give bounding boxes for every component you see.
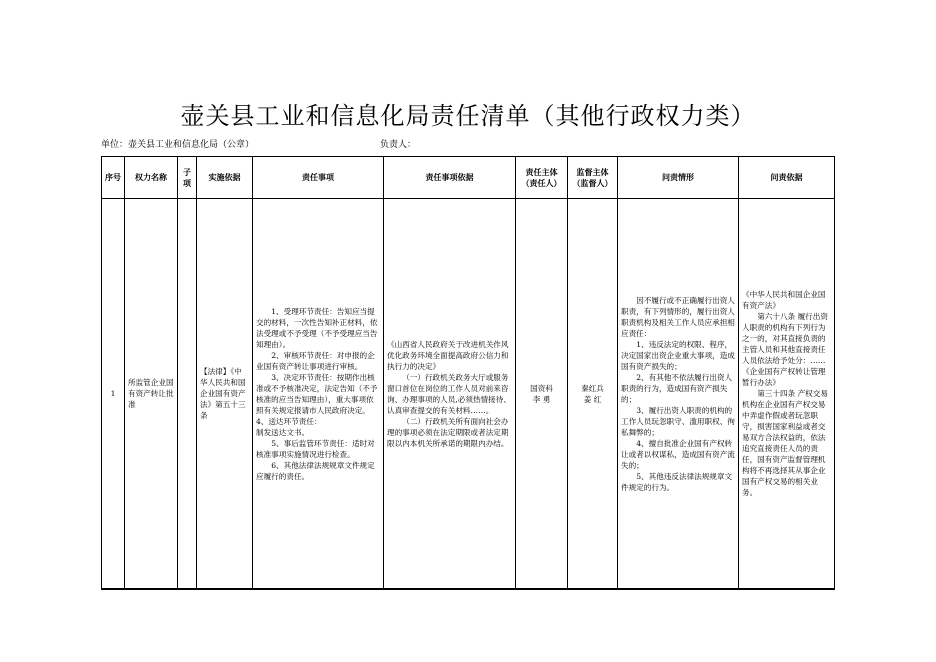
responsibility-line: 1、受理环节责任：告知应当提交的材料，一次性告知补正材料，依法受理或不予受理（不予受理应当告知理由）。 bbox=[256, 306, 378, 349]
accountability-case-line: 4、擅自批准企业国有产权转让或者以权谋私，造成国有资产流失的； bbox=[621, 438, 735, 470]
responsibility-table bbox=[101, 156, 835, 590]
cell-subject: 国资科 李 勇 bbox=[516, 199, 568, 590]
responsibility-line: 5、事后监管环节责任：适时对核准事项实施情况进行检查。 bbox=[256, 438, 375, 459]
table-row bbox=[102, 199, 835, 590]
header-subject: 责任主体（责任人） bbox=[516, 157, 568, 199]
header-sub-item: 子项 bbox=[178, 157, 197, 199]
cell-seq: 1 bbox=[102, 199, 125, 590]
cell-accountability-basis bbox=[739, 199, 835, 590]
cell-basis: 【法律】《中华人民共和国企业国有资产法》第五十三条 bbox=[197, 199, 253, 590]
header-accountability-basis: 问责依据 bbox=[739, 157, 835, 199]
accountability-case-line: 因不履行或不正确履行出资人职责，有下列情形的，履行出资人职责机构及相关工作人员应承担相应责任： bbox=[621, 295, 735, 338]
responsibility-line: 制发送达文书。 bbox=[256, 427, 310, 437]
header-supervisor: 监督主体（监督人） bbox=[568, 157, 618, 199]
accountability-case-line: 2、有其他不依法履行出资人职责的行为，造成国有资产损失的； bbox=[621, 372, 733, 404]
responsibility-basis-line: 《山西省人民政府关于改进机关作风优化政务环境全面提高政府公信力和执行力的决定》 bbox=[387, 339, 509, 371]
header-accountability-case: 问责情形 bbox=[618, 157, 739, 199]
header-basis: 实施依据 bbox=[197, 157, 253, 199]
responsibility-basis-line: （一）行政机关政务大厅或服务窗口首位在岗位的工作人员对前来咨询、办理事项的人员,必须热情接待、认真审查提交的有关材料……。 bbox=[387, 372, 511, 415]
accountability-case-line: 1、违反法定的权限、程序，决定国家出资企业重大事项，造成国有资产损失的； bbox=[621, 339, 735, 371]
header-responsibility: 责任事项 bbox=[253, 157, 384, 199]
document-title: 壶关县工业和信息化局责任清单（其他行政权力类） bbox=[180, 102, 756, 130]
cell-responsibility-basis bbox=[384, 199, 516, 590]
responsibility-line: 2、审核环节责任：对申报的企业国有资产转让事项进行审核。 bbox=[256, 350, 375, 371]
leader-label: 负责人： bbox=[380, 140, 417, 150]
accountability-basis-line: 《企业国有产权转让管理暂行办法》 bbox=[742, 367, 826, 387]
header-power-name: 权力名称 bbox=[125, 157, 178, 199]
header-responsibility-basis: 责任事项依据 bbox=[384, 157, 516, 199]
responsibility-line: 3、决定环节责任：按期作出核准或不予核准决定，法定告知（不予核准的应当告知理由），重大事项依照有关规定报请市人民政府决定。 4、送达环节责任： bbox=[256, 372, 378, 426]
cell-accountability-case bbox=[618, 199, 739, 590]
accountability-case-line: 3、履行出资人职责的机构的工作人员玩忽职守、滥用职权、徇私舞弊的； bbox=[621, 405, 735, 437]
accountability-basis-line: 《中华人民共和国企业国有资产法》 bbox=[742, 290, 826, 310]
cell-power-name: 所监管企业国有资产转让批准 bbox=[125, 199, 178, 590]
responsibility-line: 6、其他法律法规规章文件规定应履行的责任。 bbox=[256, 460, 375, 481]
cell-supervisor: 秦红兵 姜 红 bbox=[568, 199, 618, 590]
accountability-basis-line: 第三十四条 产权交易机构在企业国有产权交易中弄虚作假或者玩忽职守，损害国家利益或者交易双方合法权益的，依法追究直接责任人员的责任，国有资产监督管理机构将不再选择其从事企业国有产权交易的相关业务。 bbox=[742, 389, 828, 497]
cell-sub-item bbox=[178, 199, 197, 590]
responsibility-basis-line: （二）行政机关所有面向社会办理的事项必须在法定期限或者法定期限以内本机关所承诺的期限内办结。 bbox=[387, 416, 509, 448]
header-seq: 序号 bbox=[102, 157, 125, 199]
accountability-case-line: 5、其他违反法律法规规章文件规定的行为。 bbox=[621, 471, 733, 492]
cell-responsibility bbox=[253, 199, 384, 590]
accountability-basis-line: 第六十八条 履行出资人职责的机构有下列行为之一的，对其直接负责的主管人员和其他直接责任人员依法给予处分：…… bbox=[742, 312, 828, 365]
unit-label: 单位：壶关县工业和信息化局（公章） bbox=[101, 140, 255, 150]
header-row bbox=[102, 157, 835, 199]
